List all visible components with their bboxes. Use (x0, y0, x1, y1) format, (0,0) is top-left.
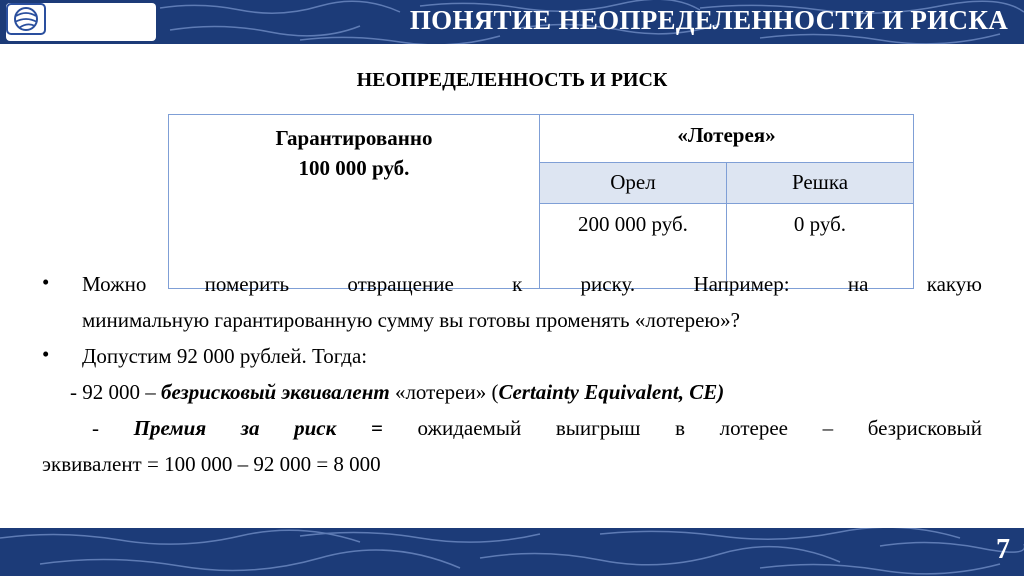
footer-wave-pattern (0, 528, 1024, 576)
header-band (0, 0, 1024, 44)
premium-line-2: эквивалент = 100 000 – 92 000 = 8 000 (42, 452, 381, 476)
bullet-text: Можно померить отвращение к риску. Например: на какую (82, 272, 982, 296)
premium-term: Премия за риск = (133, 416, 383, 440)
bullet-icon: • (42, 342, 50, 366)
bullet-item-risk-aversion (42, 266, 982, 338)
lottery-header-cell: «Лотерея» (540, 115, 914, 163)
guaranteed-amount: 100 000 руб. (298, 156, 410, 180)
guaranteed-label: Гарантированно (275, 126, 433, 150)
ce-prefix: - 92 000 – (70, 380, 161, 404)
logo-group (6, 3, 156, 41)
tails-value-cell: 0 руб. (727, 203, 914, 288)
lottery-table (168, 114, 914, 289)
heads-header-cell: Орел (540, 162, 727, 203)
globe-logo-icon (6, 3, 46, 35)
bullet-icon: • (42, 270, 50, 294)
slide-number: 7 (996, 534, 1010, 565)
premium-text: ожидаемый выигрыш в лотерее – безрисковый (382, 416, 982, 440)
ce-mid: «лотереи» ( (389, 380, 499, 404)
bullet-text: Допустим 92 000 рублей. Тогда: (82, 344, 368, 368)
premium-line (42, 410, 982, 446)
ce-term: безрисковый эквивалент (161, 380, 390, 404)
bullet-item-assume (42, 338, 982, 374)
bullet-text: минимальную гарантированную сумму вы готовы променять «лотерею»? (82, 308, 740, 332)
page-title: ПОНЯТИЕ НЕОПРЕДЕЛЕННОСТИ И РИСКА (409, 5, 1008, 35)
ce-english-term: Certainty Equivalent, CE) (498, 380, 725, 404)
premium-prefix: - (92, 416, 134, 440)
section-subtitle: НЕОПРЕДЕЛЕННОСТЬ И РИСК (356, 69, 668, 91)
heads-value-cell: 200 000 руб. (540, 203, 727, 288)
tails-header-cell: Решка (727, 162, 914, 203)
guaranteed-cell (169, 115, 540, 289)
ce-line (42, 374, 982, 410)
bullet-list (42, 266, 982, 482)
footer-band (0, 528, 1024, 576)
